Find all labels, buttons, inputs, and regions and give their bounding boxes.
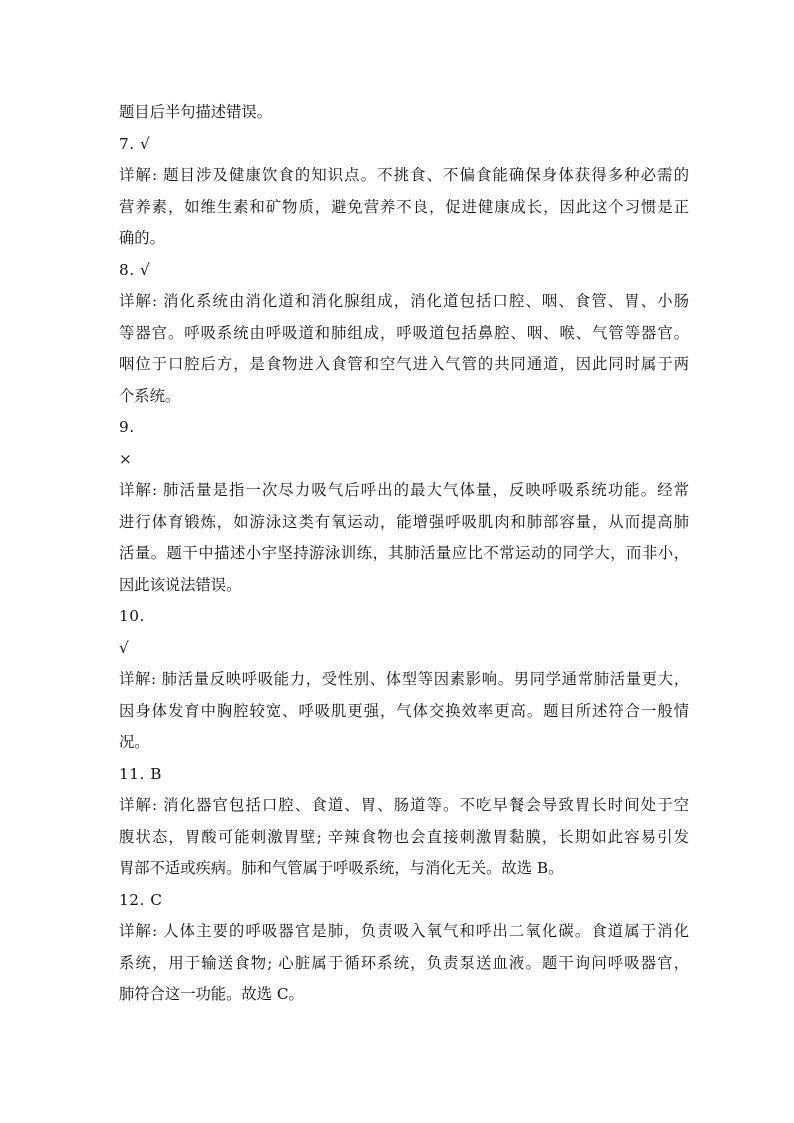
answer-block-q8 [119,255,689,413]
answer-block-q11 [119,759,689,885]
explanation-line: 咽位于口腔后方，是食物进入食管和空气进入气管的共同通道，因此同时属于两 [119,355,689,373]
explanation-line: 活量。题干中描述小宇坚持游泳训练，其肺活量应比不常运动的同学大，而非小， [119,544,689,562]
explanation-line: 等器官。呼吸系统由呼吸道和肺组成，呼吸道包括鼻腔、咽、喉、气管等器官。 [119,323,689,342]
explanation-line: 因此该说法错误。 [119,575,242,594]
explanation-line: 进行体育锻炼，如游泳这类有氧运动，能增强呼吸肌肉和肺部容量，从而提高肺 [119,512,689,531]
intro-line: 题目后半句描述错误。 [119,103,272,121]
explanation-line: 系统，用于输送食物; 心脏属于循环系统，负责泵送血液。题干询问呼吸器官， [119,953,689,972]
explanation-line: 详解: 肺活量是指一次尽力吸气后呼出的最大气体量，反映呼吸系统功能。经常 [119,481,689,499]
explanation-line: 胃部不适或疾病。肺和气管属于呼吸系统，与消化无关。故选 B。 [119,859,564,877]
explanation-line: 腹状态，胃酸可能刺激胃壁; 辛辣食物也会直接刺激胃黏膜，长期如此容易引发 [119,827,689,846]
answer-mark: × [119,449,132,468]
answer-explanations [119,97,689,1011]
explanation-line: 肺符合这一功能。故选 C。 [119,985,304,1003]
answer-mark: √ [119,638,129,657]
explanation-line: 个系统。 [119,386,181,405]
answer-heading: 12. C [119,890,163,909]
explanation-line: 况。 [119,733,150,751]
explanation-line: 详解: 消化系统由消化道和消化腺组成，消化道包括口腔、咽、食管、胃、小肠 [119,292,689,310]
answer-heading: 8. √ [119,260,151,279]
answer-heading: 10. [119,607,145,625]
explanation-line: 详解: 题目涉及健康饮食的知识点。不挑食、不偏食能确保身体获得多种必需的 [119,166,689,184]
answer-block-q10 [119,601,689,759]
answer-block-q12 [119,885,689,1011]
answer-heading: 7. √ [119,134,151,153]
explanation-line: 确的。 [119,229,165,247]
answer-block-q7 [119,129,689,255]
answer-block-q9 [119,412,689,601]
explanation-line: 详解: 肺活量反映呼吸能力，受性别、体型等因素影响。男同学通常肺活量更大， [119,670,689,688]
answer-heading: 11. B [119,764,162,783]
explanation-line: 营养素，如维生素和矿物质，避免营养不良，促进健康成长，因此这个习惯是正 [119,197,689,216]
answer-heading: 9. [119,418,135,436]
explanation-line: 因身体发育中胸腔较宽、呼吸肌更强，气体交换效率更高。题目所述符合一般情 [119,701,689,720]
explanation-line: 详解: 消化器官包括口腔、食道、胃、肠道等。不吃早餐会导致胃长时间处于空 [119,796,689,814]
explanation-line: 详解: 人体主要的呼吸器官是肺，负责吸入氧气和呼出二氧化碳。食道属于消化 [119,922,689,940]
